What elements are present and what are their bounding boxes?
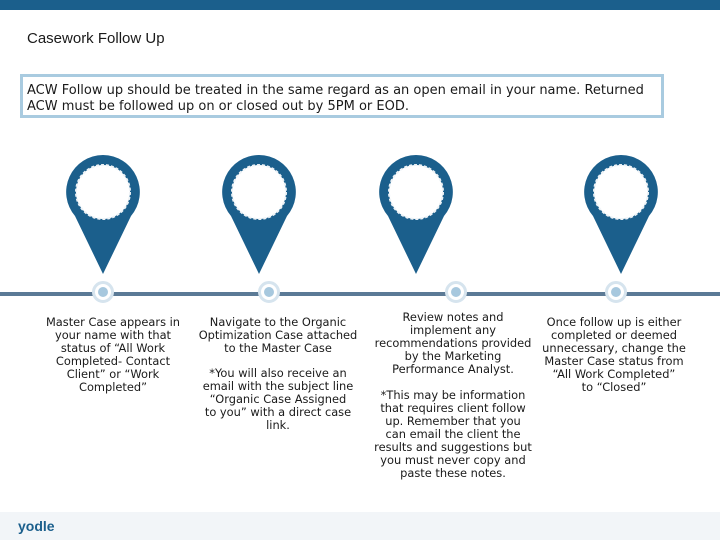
step-3-text: Review notes and implement any recommendations provided by the Marketing Performance Analyst. — [374, 310, 532, 376]
step-3-note: *This may be information that requires client follow up. Remember that you can email the client the results and suggestions but you must never copy and paste these notes. — [374, 388, 532, 480]
top-accent-bar — [0, 0, 720, 10]
timeline-dot — [605, 281, 627, 303]
page-title: Casework Follow Up — [27, 30, 165, 47]
step-2-text: Navigate to the Organic Optimization Case attached to the Master Case — [198, 315, 358, 355]
gear-pin-icon — [581, 152, 661, 282]
timeline-dot — [258, 281, 280, 303]
instruction-callout — [20, 74, 664, 118]
timeline-dot — [92, 281, 114, 303]
step-1-text: Master Case appears in your name with that status of “All Work Completed- Contact Client” or “Work Completed” — [45, 315, 181, 394]
step-2-note: *You will also receive an email with the subject line “Organic Case Assigned to you” with a direct case link. — [202, 366, 354, 432]
footer-bar — [0, 512, 720, 540]
gear-pin-icon — [63, 152, 143, 282]
callout-line: ACW must be followed up on or closed out by 5PM or EOD. — [27, 99, 409, 114]
yodle-logo: yodle — [18, 518, 55, 534]
gear-pin-icon — [376, 152, 456, 282]
timeline-dot — [445, 281, 467, 303]
callout-line: ACW Follow up should be treated in the same regard as an open email in your name. Returned — [27, 83, 644, 98]
step-4-text: Once follow up is either completed or deemed unnecessary, change the Master Case status from “All Work Completed” to “Closed” — [542, 315, 686, 394]
gear-pin-icon — [219, 152, 299, 282]
